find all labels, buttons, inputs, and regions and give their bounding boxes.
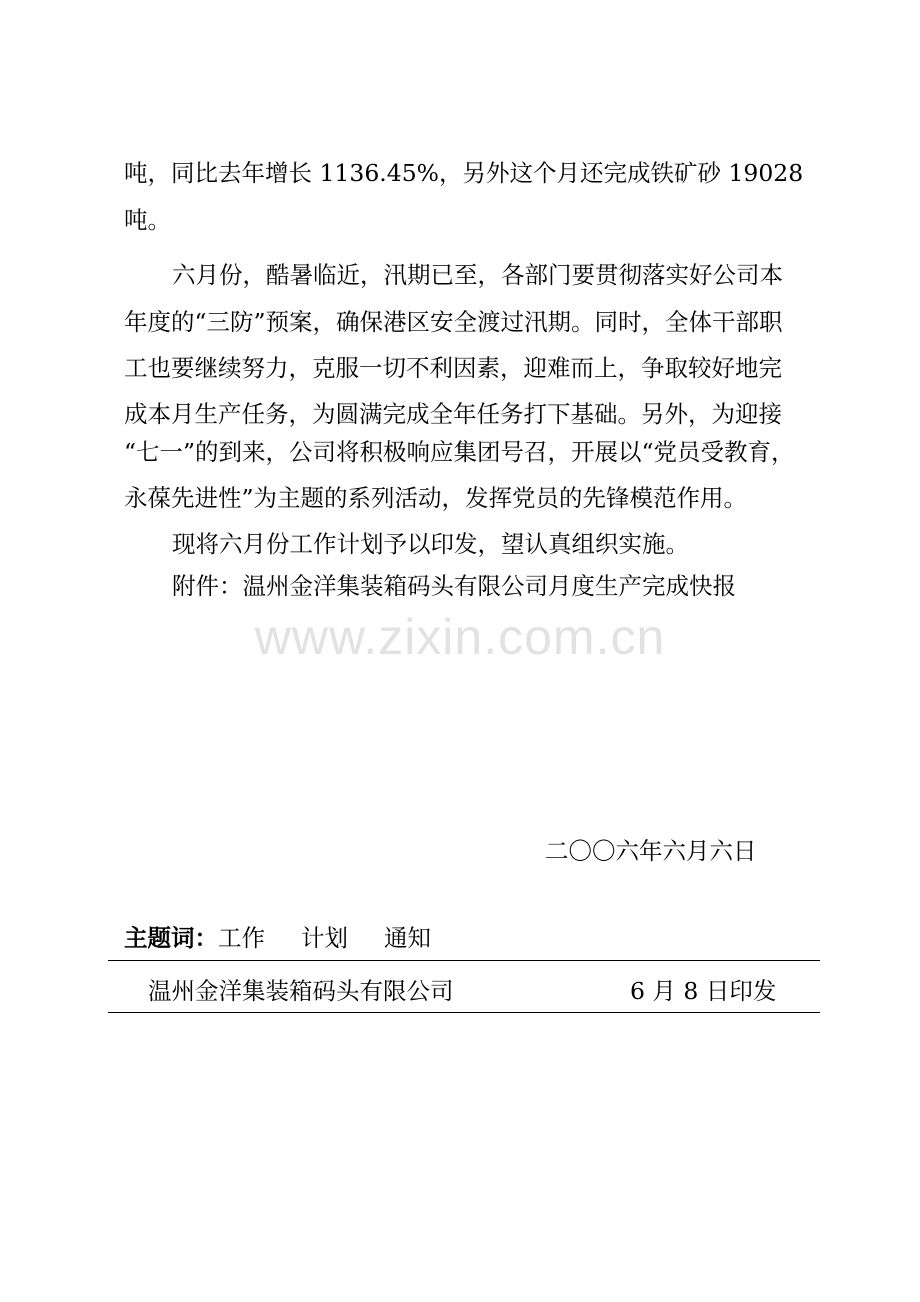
issuing-company: 温州金洋集装箱码头有限公司 xyxy=(148,977,454,1005)
watermark: www.zixin.com.cn xyxy=(254,609,666,665)
subject-keyword: 通知 xyxy=(384,924,431,952)
attachment-line: 附件：温州金洋集装箱码头有限公司月度生产完成快报 xyxy=(172,572,736,600)
footer-bottom-rule xyxy=(108,1012,820,1013)
subject-keyword: 计划 xyxy=(301,924,348,952)
subject-label: 主题词： xyxy=(124,924,218,952)
issue-date: 6 月 8 日印发 xyxy=(630,977,777,1005)
body-line-1: 吨，同比去年增长 1136.45%，另外这个月还完成铁矿砂 19028 xyxy=(124,159,804,187)
body-line-7: “七一”的到来，公司将积极响应集团号召，开展以“党员受教育， xyxy=(124,438,795,466)
body-line-3: 六月份，酷暑临近，汛期已至，各部门要贯彻落实好公司本 xyxy=(172,261,783,289)
footer-top-rule xyxy=(108,960,820,961)
body-line-2: 吨。 xyxy=(124,206,171,234)
body-line-8: 永葆先进性”为主题的系列活动，发挥党员的先锋模范作用。 xyxy=(124,484,748,512)
body-line-9: 现将六月份工作计划予以印发，望认真组织实施。 xyxy=(172,530,689,558)
body-line-5: 工也要继续努力，克服一切不利因素，迎难而上，争取较好地完 xyxy=(124,354,782,382)
signature-date: 二〇〇六年六月六日 xyxy=(545,837,757,865)
body-line-4: 年度的“三防”预案，确保港区安全渡过汛期。同时，全体干部职 xyxy=(124,308,783,336)
subject-keyword: 工作 xyxy=(218,924,265,952)
subject-words xyxy=(124,925,431,951)
body-line-6: 成本月生产任务，为圆满完成全年任务打下基础。另外，为迎接 xyxy=(124,400,782,428)
